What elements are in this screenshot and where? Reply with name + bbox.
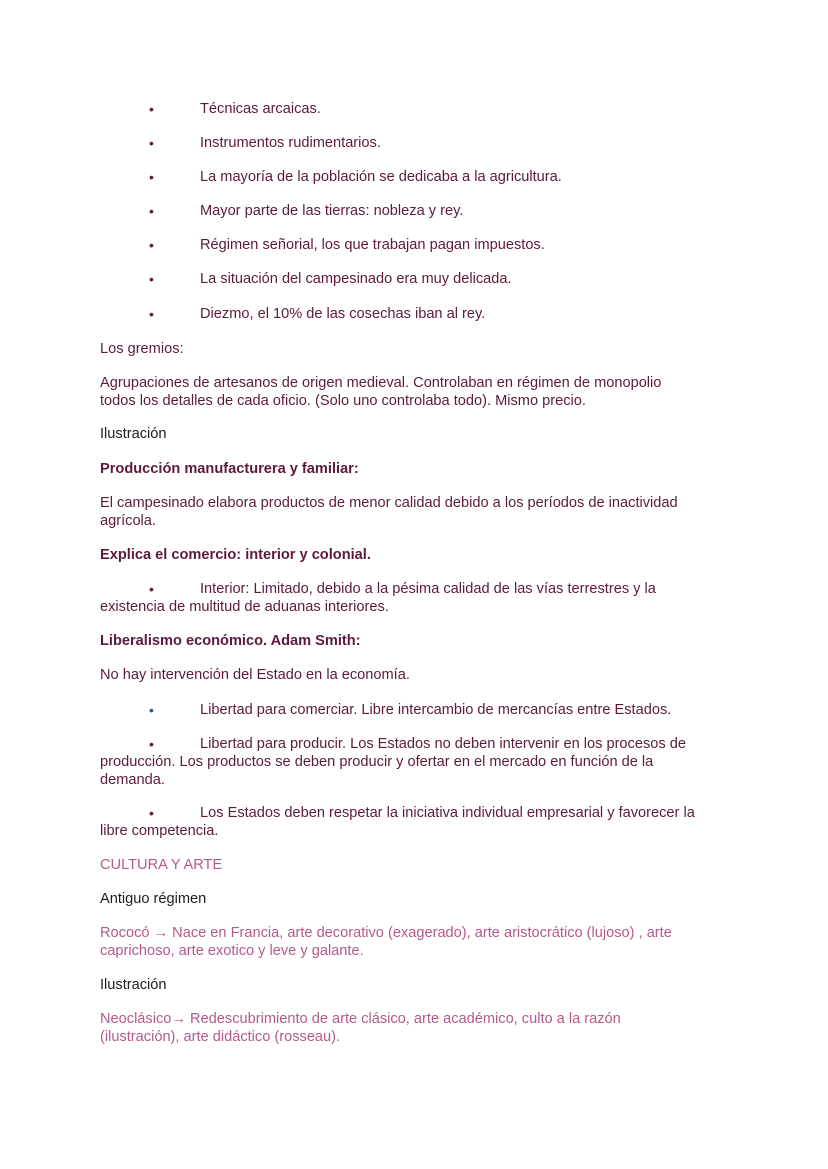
bullet-marker: • bbox=[149, 169, 154, 185]
list-item: Técnicas arcaicas. bbox=[200, 101, 321, 117]
bullet-marker: • bbox=[149, 135, 154, 151]
bullet-marker: • bbox=[149, 203, 154, 219]
bullet-marker: • bbox=[149, 702, 154, 718]
rococo-paragraph: Rococó → Nace en Francia, arte decorativo (exagerado), arte aristocrático (lujoso) , arte caprichoso, arte exotico y leve y galante. bbox=[100, 925, 672, 959]
antiguo-regimen-label: Antiguo régimen bbox=[100, 891, 207, 907]
list-item: Instrumentos rudimentarios. bbox=[200, 135, 381, 151]
bullet-marker: • bbox=[149, 101, 154, 117]
bullet-marker: • bbox=[149, 306, 154, 322]
ilustracion-label: Ilustración bbox=[100, 426, 167, 442]
liberalismo-item-2-first-line: Libertad para producir. Los Estados no deben intervenir en los procesos de bbox=[200, 736, 686, 752]
liberalismo-item-2-continuation: producción. Los productos se deben producir y ofertar en el mercado en función de la demanda. bbox=[100, 754, 654, 788]
bullet-marker: • bbox=[149, 581, 154, 597]
gremios-heading: Los gremios: bbox=[100, 341, 184, 357]
ilustracion-label-2: Ilustración bbox=[100, 977, 167, 993]
gremios-paragraph: Agrupaciones de artesanos de origen medieval. Controlaban en régimen de monopolio todos los detalles de cada oficio. (Solo uno controlaba todo). Mismo precio. bbox=[100, 375, 662, 409]
liberalismo-item-3-continuation: libre competencia. bbox=[100, 823, 219, 839]
liberalismo-item-1: Libertad para comerciar. Libre intercambio de mercancías entre Estados. bbox=[200, 702, 672, 718]
bullet-marker: • bbox=[149, 805, 154, 821]
produccion-heading: Producción manufacturera y familiar: bbox=[100, 461, 359, 477]
bullet-marker: • bbox=[149, 736, 154, 752]
bullet-marker: • bbox=[149, 271, 154, 287]
comercio-item-continuation: existencia de multitud de aduanas interiores. bbox=[100, 599, 389, 615]
list-item: Mayor parte de las tierras: nobleza y rey. bbox=[200, 203, 464, 219]
liberalismo-item-3-first-line: Los Estados deben respetar la iniciativa individual empresarial y favorecer la bbox=[200, 805, 695, 821]
neoclasico-paragraph: Neoclásico→ Redescubrimiento de arte clásico, arte académico, culto a la razón (ilustración), arte didáctico (rosseau). bbox=[100, 1011, 621, 1045]
cultura-heading: CULTURA Y ARTE bbox=[100, 857, 223, 873]
liberalismo-intro: No hay intervención del Estado en la economía. bbox=[100, 667, 410, 683]
liberalismo-heading: Liberalismo económico. Adam Smith: bbox=[100, 633, 361, 649]
list-item: La mayoría de la población se dedicaba a la agricultura. bbox=[200, 169, 562, 185]
comercio-heading: Explica el comercio: interior y colonial. bbox=[100, 547, 371, 563]
bullet-marker: • bbox=[149, 237, 154, 253]
list-item: Diezmo, el 10% de las cosechas iban al rey. bbox=[200, 306, 486, 322]
list-item: Régimen señorial, los que trabajan pagan impuestos. bbox=[200, 237, 545, 253]
list-item: La situación del campesinado era muy delicada. bbox=[200, 271, 512, 287]
produccion-paragraph: El campesinado elabora productos de menor calidad debido a los períodos de inactividad agrícola. bbox=[100, 495, 678, 529]
comercio-item-first-line: Interior: Limitado, debido a la pésima calidad de las vías terrestres y la bbox=[200, 581, 656, 597]
